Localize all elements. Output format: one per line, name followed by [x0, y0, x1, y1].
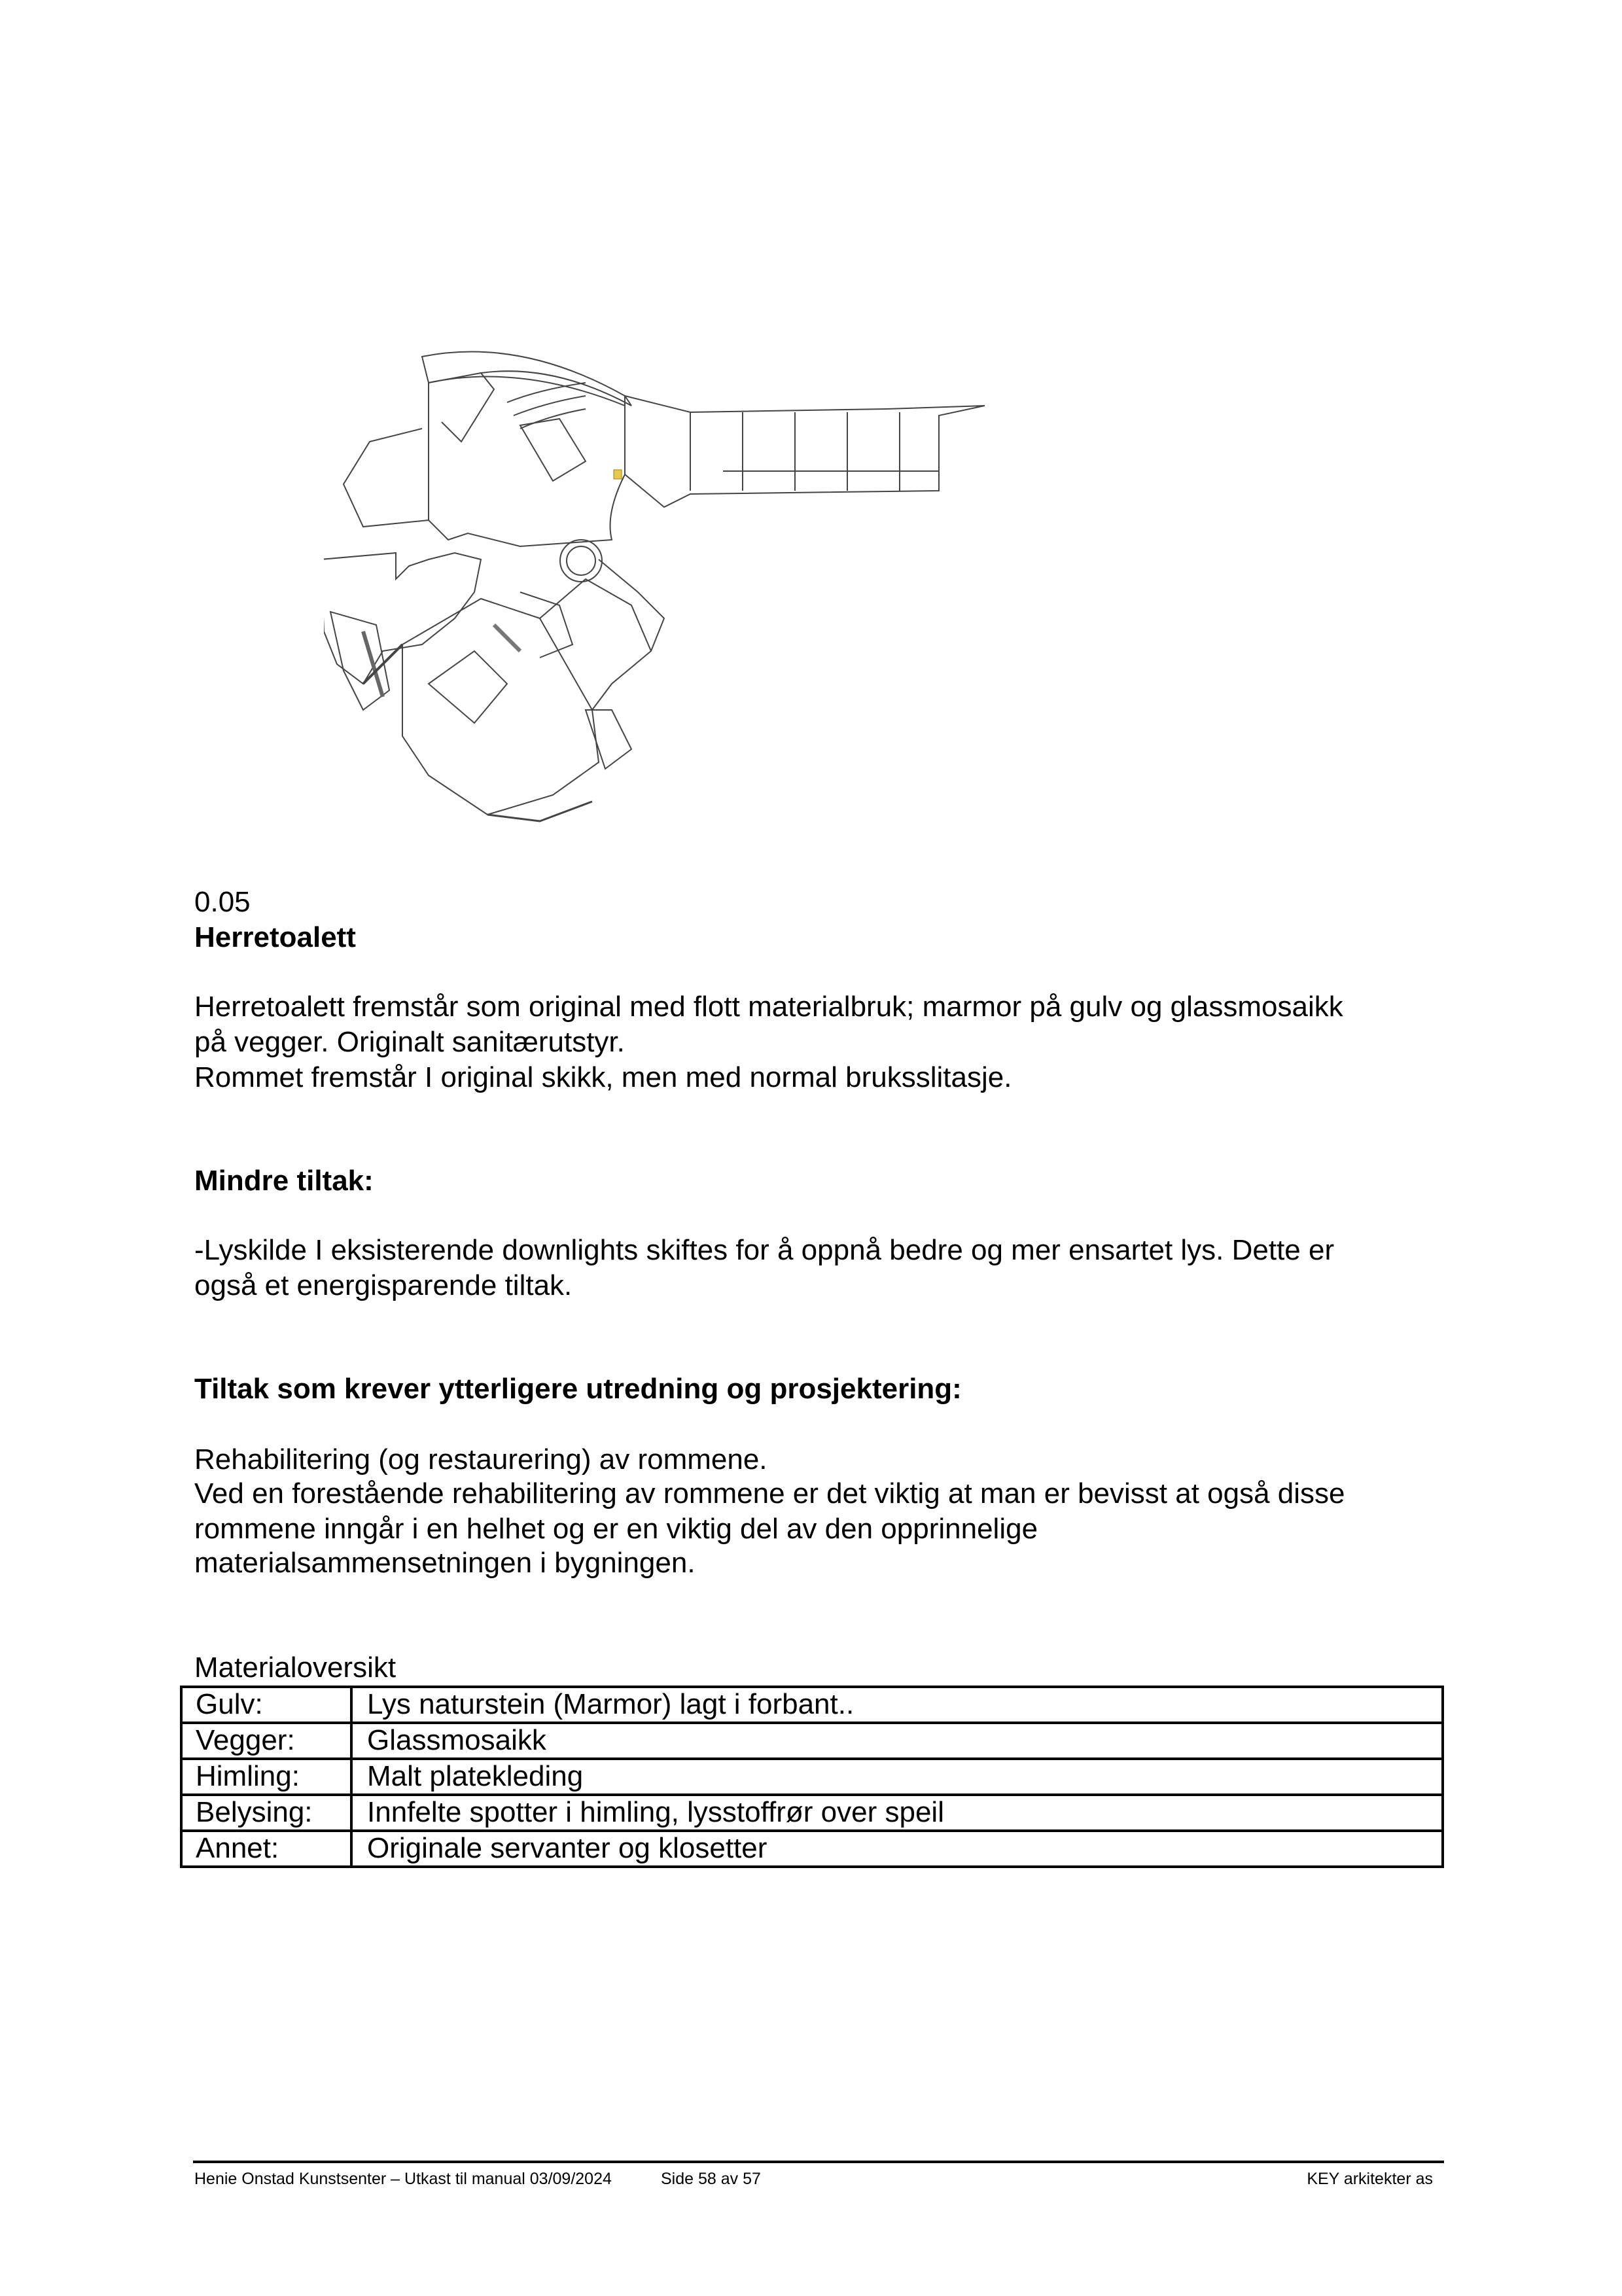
material-value: Innfelte spotter i himling, lysstoffrør over speil — [351, 1795, 1443, 1831]
intro-line: på vegger. Originalt sanitærutstyr. — [194, 1026, 625, 1058]
footer-page-number: Side 58 av 57 — [661, 2170, 761, 2188]
section-title: Herretoalett — [194, 921, 356, 953]
further-measures-line: rommene inngår i en helhet og er en viktig del av den opprinnelige — [194, 1513, 1038, 1545]
material-key: Himling: — [181, 1759, 351, 1795]
footer-left: Henie Onstad Kunstsenter – Utkast til manual 03/09/2024 — [194, 2170, 612, 2188]
minor-measures-line: også et energisparende tiltak. — [194, 1269, 573, 1301]
footer-right: KEY arkitekter as — [1307, 2170, 1433, 2188]
material-value: Originale servanter og klosetter — [351, 1831, 1443, 1867]
material-value: Lys naturstein (Marmor) lagt i forbant.. — [351, 1687, 1443, 1723]
material-key: Gulv: — [181, 1687, 351, 1723]
material-key: Annet: — [181, 1831, 351, 1867]
minor-measures-line: -Lyskilde I eksisterende downlights skiftes for å oppnå bedre og mer ensartet lys. Dette er — [194, 1234, 1335, 1266]
intro-line: Herretoalett fremstår som original med flott materialbruk; marmor på gulv og glassmosaikk — [194, 991, 1343, 1023]
table-row — [181, 1687, 1443, 1723]
table-row — [181, 1723, 1443, 1759]
further-measures-line: materialsammensetningen i bygningen. — [194, 1547, 696, 1579]
material-key: Vegger: — [181, 1723, 351, 1759]
materials-caption: Materialoversikt — [194, 1651, 397, 1684]
floor-plan-drawing — [324, 344, 991, 831]
minor-measures-heading: Mindre tiltak: — [194, 1165, 374, 1197]
further-measures-heading: Tiltak som krever ytterligere utredning og prosjektering: — [194, 1373, 962, 1405]
material-value: Glassmosaikk — [351, 1723, 1443, 1759]
further-measures-line: Rehabilitering (og restaurering) av rommene. — [194, 1443, 767, 1475]
further-measures-line: Ved en forestående rehabilitering av rommene er det viktig at man er bevisst at også disse — [194, 1477, 1345, 1510]
section-number: 0.05 — [194, 886, 251, 918]
materials-table — [180, 1686, 1444, 1868]
material-key: Belysing: — [181, 1795, 351, 1831]
table-row — [181, 1759, 1443, 1795]
intro-line: Rommet fremstår I original skikk, men med normal bruksslitasje. — [194, 1061, 1012, 1093]
footer-divider — [193, 2161, 1444, 2163]
table-row — [181, 1831, 1443, 1867]
table-row — [181, 1795, 1443, 1831]
material-value: Malt platekleding — [351, 1759, 1443, 1795]
